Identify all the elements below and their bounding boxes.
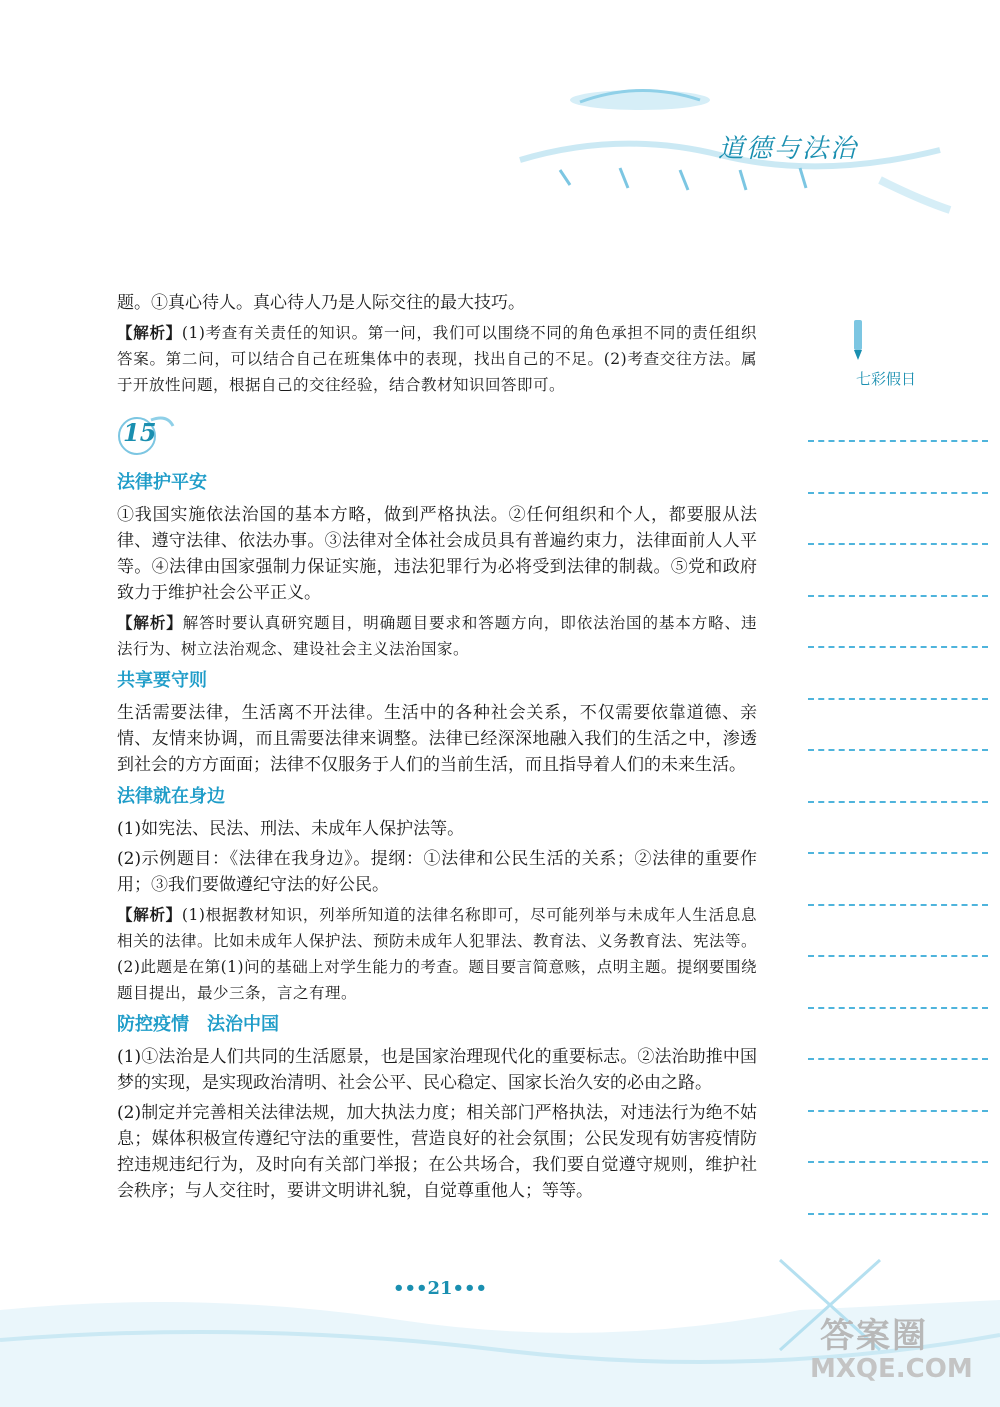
subject-title: 道德与法治	[718, 134, 859, 164]
section-paragraph: (1)①法治是人们共同的生活愿景，也是国家治理现代化的重要标志。②法治助推中国梦的实现，是实现政治清明、社会公平、民心稳定、国家长治久安的必由之路。	[117, 1047, 757, 1093]
analysis-block	[117, 610, 757, 662]
section-paragraph: (2)制定并完善相关法律法规，加大执法力度；相关部门严格执法，对违法行为绝不姑息；媒体积极宣传遵纪守法的重要性，营造良好的社会氛围；公民发现有妨害疫情防控违规违纪行为，及时向有关部门举报；在公共场合，我们要自觉遵守规则，维护社会秩序；与人交往时，要讲文明讲礼貌，自觉尊重他人；等等。	[117, 1103, 757, 1201]
answer-content	[117, 290, 757, 1208]
section-title: 共享要守则	[117, 670, 207, 691]
lesson-badge	[115, 406, 757, 464]
note-line	[808, 1213, 988, 1215]
section-paragraph: 生活需要法律，生活离不开法律。生活中的各种社会关系，不仅需要依靠道德、亲情、友情来协调，而且需要法律来调整。法律已经深深地融入我们的生活之中，渗透到社会的方方面面；法律不仅服务于人们的当前生活，而且指导着人们的未来生活。	[117, 703, 757, 775]
watermark-text: 答案圈	[820, 1316, 928, 1356]
section-title: 法律就在身边	[117, 786, 225, 807]
note-line	[808, 698, 988, 700]
note-line	[808, 543, 988, 545]
page-number: •••21•••	[392, 1278, 488, 1299]
note-lines	[808, 440, 988, 1264]
note-line	[808, 1007, 988, 1009]
section-paragraph: (2)示例题目：《法律在我身边》。提纲：①法律和公民生活的关系；②法律的重要作用；③我们要做遵纪守法的好公民。	[117, 849, 757, 895]
analysis-block	[117, 902, 757, 1006]
sidebar-label: 七彩假日	[856, 370, 917, 388]
note-line	[808, 492, 988, 494]
pencil-icon	[848, 318, 868, 362]
watermark	[790, 1300, 990, 1400]
section-title: 防控疫情 法治中国	[117, 1014, 279, 1035]
note-line	[808, 1058, 988, 1060]
section-title: 法律护平安	[117, 472, 207, 493]
analysis-block	[117, 320, 757, 398]
note-line	[808, 904, 988, 906]
note-line	[808, 955, 988, 957]
answer-text: 题。①真心待人。真心待人乃是人际交往的最大技巧。	[117, 293, 525, 313]
note-line	[808, 852, 988, 854]
note-line	[808, 801, 988, 803]
analysis-text: (1)考查有关责任的知识。第一问，我们可以围绕不同的角色承担不同的责任组织答案。第二问，可以结合自己在班集体中的表现，找出自己的不足。(2)考查交往方法。属于开放性问题，根据自己的交往经验，结合教材知识回答即可。	[117, 324, 757, 394]
note-line	[808, 440, 988, 442]
note-line	[808, 1110, 988, 1112]
analysis-text: 解答时要认真研究题目，明确题目要求和答题方向，即依法治国的基本方略、违法行为、树立法治观念、建设社会主义法治国家。	[117, 614, 757, 658]
note-line	[808, 1161, 988, 1163]
note-line	[808, 749, 988, 751]
section-paragraph: ①我国实施依法治国的基本方略，做到严格执法。②任何组织和个人，都要服从法律、遵守法律、依法办事。③法律对全体社会成员具有普遍约束力，法律面前人人平等。④法律由国家强制力保证实施，违法犯罪行为必将受到法律的制裁。⑤党和政府致力于维护社会公平正义。	[117, 505, 757, 603]
note-line	[808, 595, 988, 597]
note-line	[808, 646, 988, 648]
analysis-text: (1)根据教材知识，列举所知道的法律名称即可，尽可能列举与未成年人生活息息相关的法律。比如未成年人保护法、预防未成年人犯罪法、教育法、义务教育法、宪法等。(2)此题是在第(1)问的基础上对学生能力的考查。题目要言简意赅，点明主题。提纲要围绕题目提出，最少三条，言之有理。	[117, 906, 758, 1002]
watermark-url: MXQE.COM	[810, 1354, 973, 1384]
analysis-tag: 【解析】	[117, 614, 183, 632]
analysis-tag: 【解析】	[117, 906, 182, 924]
analysis-tag: 【解析】	[117, 324, 182, 342]
section-paragraph: (1)如宪法、民法、刑法、未成年人保护法等。	[117, 819, 465, 839]
lesson-number: 15	[123, 418, 157, 447]
